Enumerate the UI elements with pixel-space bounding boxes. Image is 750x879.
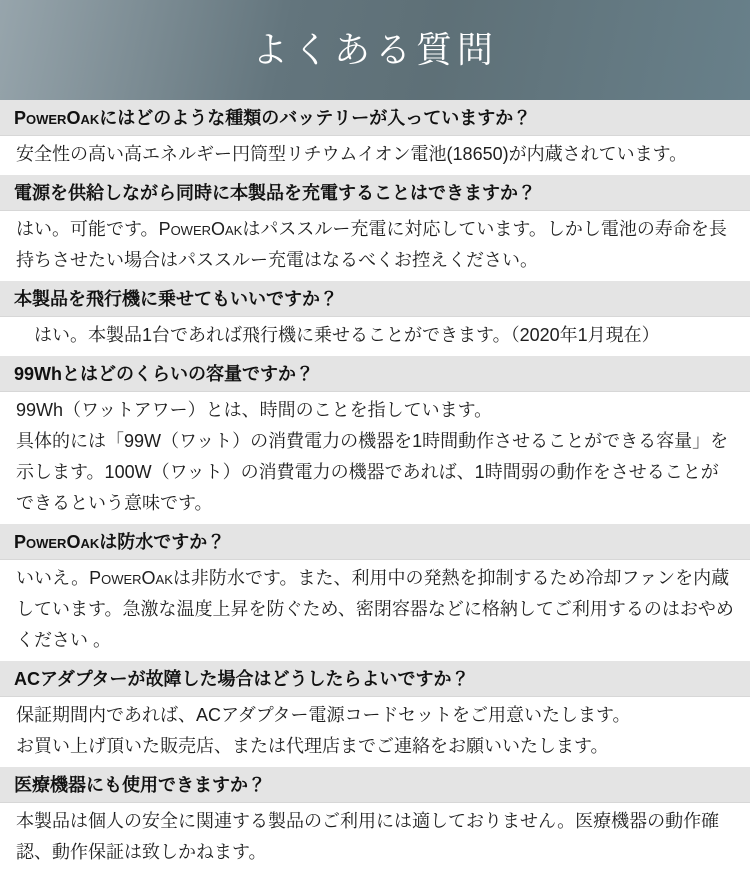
faq-answer — [0, 697, 750, 767]
faq-answer — [0, 317, 750, 356]
faq-item — [0, 524, 750, 661]
page-title: よくある質問 — [251, 29, 498, 70]
poweroak-brand: PowerOak — [158, 219, 243, 239]
faq-answer-line: 安全性の高い高エネルギー円筒型リチウムイオン電池(18650)が内蔵されています。 — [16, 144, 688, 164]
faq-answer-line: 具体的には「99W（ワット）の消費電力の機器を1時間動作させることができる容量」を示します。100W（ワット）の消費電力の機器であれば、1時間弱の動作をさせることができるという意味です。 — [16, 431, 729, 513]
faq-answer-line: お買い上げ頂いた販売店、または代理店までご連絡をお願いいたします。 — [16, 736, 609, 756]
faq-answer — [0, 560, 750, 661]
page-header — [0, 0, 750, 100]
faq-answer-line: 保証期間内であれば、ACアダプター電源コードセットをご用意いたします。 — [16, 705, 631, 725]
faq-item — [0, 281, 750, 356]
poweroak-brand: PowerOak — [14, 108, 100, 128]
poweroak-brand: PowerOak — [89, 568, 173, 588]
faq-answer-line: はい。本製品1台であれば飛行機に乗せることができます。（2020年1月現在） — [16, 325, 660, 345]
faq-answer — [0, 392, 750, 524]
faq-question: 電源を供給しながら同時に本製品を充電することはできますか？ — [0, 175, 750, 211]
faq-item — [0, 767, 750, 873]
faq-answer-line: 本製品は個人の安全に関連する製品のご利用には適しておりません。医療機器の動作確認、動作保証は致しかねます。 — [16, 811, 720, 862]
faq-item — [0, 356, 750, 524]
faq-answer — [0, 211, 750, 281]
faq-item — [0, 100, 750, 175]
faq-answer-line: 99Wh（ワットアワー）とは、時間のことを指しています。 — [16, 400, 493, 420]
faq-question: ACアダプターが故障した場合はどうしたらよいですか？ — [0, 661, 750, 697]
faq-question: PowerOakにはどのような種類のバッテリーが入っていますか？ — [0, 100, 750, 136]
faq-question: 99Whとはどのくらいの容量ですか？ — [0, 356, 750, 392]
faq-answer — [0, 136, 750, 175]
faq-list — [0, 100, 750, 873]
faq-question: PowerOakは防水ですか？ — [0, 524, 750, 560]
faq-answer — [0, 803, 750, 873]
faq-item — [0, 175, 750, 281]
faq-item — [0, 661, 750, 767]
faq-question: 本製品を飛行機に乗せてもいいですか？ — [0, 281, 750, 317]
faq-question: 医療機器にも使用できますか？ — [0, 767, 750, 803]
poweroak-brand: PowerOak — [14, 532, 100, 552]
faq-answer-line: いいえ。PowerOakは非防水です。また、利用中の発熱を抑制するため冷却ファンを内蔵しています。急激な温度上昇を防ぐため、密閉容器などに格納してご利用するのはおやめください 。 — [16, 568, 734, 650]
faq-answer-line: はい。可能です。PowerOakはパススルー充電に対応しています。しかし電池の寿命を長持ちさせたい場合はパススルー充電はなるべくお控えください。 — [16, 219, 727, 270]
